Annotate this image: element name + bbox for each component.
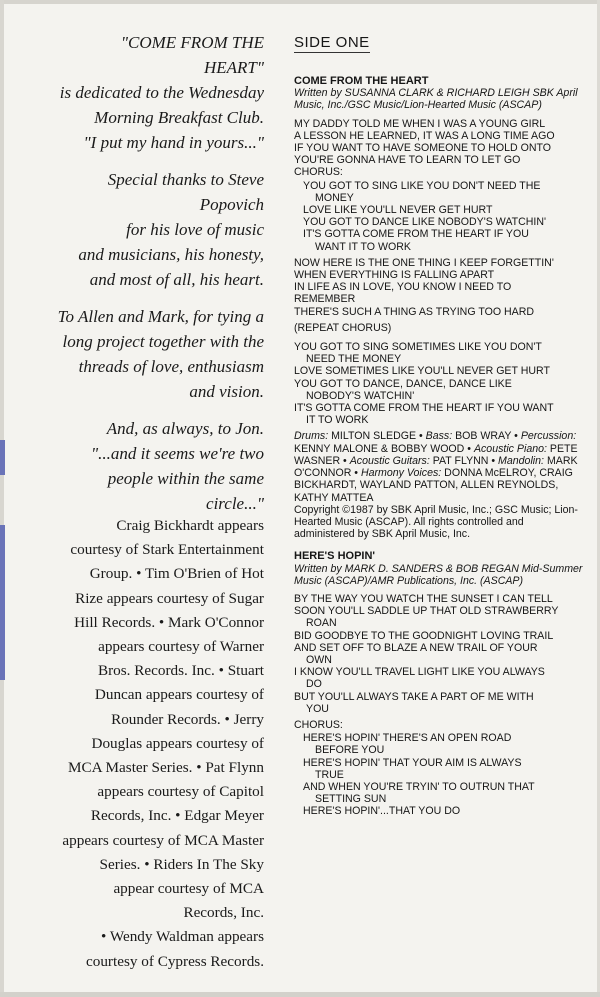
lyric-line: WHEN EVERYTHING IS FALLING APART (294, 269, 495, 282)
repeat-chorus: (REPEAT CHORUS) (294, 321, 392, 334)
credit-line: Records, Inc. • Edgar Meyer (90, 807, 264, 825)
thanks-line: Special thanks to Steve (107, 170, 264, 189)
personnel-role: Drums: (294, 430, 332, 443)
producers-line: long project together with the (62, 332, 264, 351)
personnel-role: Percussion: (520, 430, 577, 443)
credit-line: courtesy of Cypress Records. (86, 952, 264, 970)
copyright-notice: Copyright ©1987 by SBK April Music, Inc.; GSC Music; Lion-Hearted Music (ASCAP). All rights controlled and administered by SBK April Music, Inc. (294, 503, 578, 541)
song-title: COME FROM THE HEART (294, 75, 429, 87)
lyric-line: HERE'S HOPIN' THAT YOUR AIM IS ALWAYS TRUE (303, 756, 522, 781)
lyric-line: BUT YOU'LL ALWAYS TAKE A PART OF ME WITH YOU (294, 690, 534, 715)
dedication-line: Morning Breakfast Club. (94, 108, 264, 127)
credit-line: appears courtesy of Capitol (97, 783, 264, 801)
lyric-line: I KNOW YOU'LL TRAVEL LIGHT LIKE YOU ALWAYS DO (294, 666, 545, 691)
paper-edge-top (0, 0, 600, 4)
song-heres-hopin (294, 550, 584, 817)
personnel-role: Acoustic Guitars: (349, 454, 433, 467)
credit-line: MCA Master Series. • Pat Flynn (67, 759, 264, 777)
personnel-credits (294, 430, 584, 503)
thanks-line: and musicians, his honesty, (78, 245, 264, 264)
thanks-paragraph (30, 167, 264, 292)
lyric-line: YOU GOT TO DANCE, DANCE, DANCE LIKE NOBODY'S WATCHIN' (294, 377, 512, 402)
blue-edge-mark (0, 525, 5, 680)
thanks-line: Popovich (199, 195, 264, 214)
thanks-line: for his love of music (126, 220, 264, 239)
jon-line: people within the same (107, 469, 264, 488)
personnel-role: Harmony Voices: (360, 467, 445, 480)
lyric-line: IT'S GOTTA COME FROM THE HEART IF YOU WANT IT TO WORK (294, 402, 554, 427)
song-writing-credit: Written by MARK D. SANDERS & BOB REGAN Mid-Summer Music (ASCAP)/AMR Publications, Inc. (ASCAP) (294, 562, 583, 587)
chorus (294, 732, 584, 817)
dedication-block (30, 30, 264, 528)
paper-edge-bottom (0, 992, 600, 997)
side-title: SIDE ONE (294, 34, 370, 51)
lyric-line: SOON YOU'LL SADDLE UP THAT OLD STRAWBERRY ROAN (294, 605, 559, 630)
personnel-role: Acoustic Piano: (473, 442, 550, 455)
dedication-paragraph (30, 30, 264, 155)
personnel-names: PAT FLYNN • (432, 454, 499, 467)
credit-line: Duncan appears courtesy of (94, 686, 264, 704)
verse (294, 593, 584, 715)
lyric-line: THERE'S SUCH A THING AS TRYING TOO HARD (294, 305, 535, 318)
credit-line: Bros. Records. Inc. • Stuart (97, 662, 264, 680)
credit-line: Series. • Riders In The Sky (99, 855, 264, 873)
personnel-role: Mandolin: (498, 454, 547, 467)
lyrics-column (294, 34, 584, 818)
lyric-line: MY DADDY TOLD ME WHEN I WAS A YOUNG GIRL (294, 117, 546, 130)
song-writing-credit: Written by SUSANNA CLARK & RICHARD LEIGH SBK April Music, Inc./GSC Music/Lion-Hearted Music (ASCAP) (294, 87, 578, 112)
jon-line: "...and it seems we're two (90, 444, 264, 463)
producers-line: threads of love, enthusiasm (78, 357, 264, 376)
lyric-line: A LESSON HE LEARNED, IT WAS A LONG TIME AGO (294, 129, 555, 142)
thanks-line: and most of all, his heart. (89, 270, 264, 289)
credit-line: • Wendy Waldman appears (101, 928, 264, 946)
producers-line: To Allen and Mark, for tying a (57, 307, 264, 326)
lyric-line: AND SET OFF TO BLAZE A NEW TRAIL OF YOUR OWN (294, 641, 538, 666)
lyric-line: NOW HERE IS THE ONE THING I KEEP FORGETTIN' (294, 256, 554, 269)
credit-line: appears courtesy of MCA Master (62, 831, 264, 849)
lyric-line: IT'S GOTTA COME FROM THE HEART IF YOU WANT IT TO WORK (303, 228, 529, 253)
credit-line: Rounder Records. • Jerry (111, 710, 264, 728)
lyric-line: HERE'S HOPIN' THERE'S AN OPEN ROAD BEFORE YOU (303, 732, 512, 757)
outro (294, 341, 584, 426)
credit-line: Craig Bickhardt appears (116, 517, 264, 534)
credit-line: Rize appears courtesy of Sugar (75, 589, 264, 607)
credit-line: Group. • Tim O'Brien of Hot (89, 565, 264, 583)
blue-edge-mark (0, 440, 5, 475)
credit-line: appear courtesy of MCA (113, 880, 264, 898)
personnel-names: KENNY MALONE & BOBBY WOOD • (294, 442, 474, 455)
producers-paragraph (30, 304, 264, 404)
lyric-line: IN LIFE AS IN LOVE, YOU KNOW I NEED TO (294, 281, 512, 294)
jon-paragraph (30, 416, 264, 516)
dedication-line: is dedicated to the Wednesday (59, 83, 264, 102)
dedication-line: HEART" (203, 58, 264, 77)
verse (294, 118, 584, 167)
lyric-line: YOU GOT TO SING LIKE YOU DON'T NEED THE MONEY (303, 179, 541, 204)
chorus-label: CHORUS: (294, 166, 343, 179)
personnel-names: MILTON SLEDGE • (331, 430, 426, 443)
lyric-line: BID GOODBYE TO THE GOODNIGHT LOVING TRAIL (294, 629, 554, 642)
chorus (294, 180, 584, 253)
label-credits-block (30, 514, 264, 974)
paper-edge-left (0, 0, 4, 997)
jon-line: And, as always, to Jon. (106, 419, 264, 438)
personnel-role: Bass: (425, 430, 456, 443)
lyric-line: YOU'RE GONNA HAVE TO LEARN TO LET GO (294, 154, 521, 167)
lyric-line: IF YOU WANT TO HAVE SOMEONE TO HOLD ONTO (294, 142, 552, 155)
producers-line: and vision. (189, 382, 264, 401)
lyric-line: YOU GOT TO DANCE LIKE NOBODY'S WATCHIN' (303, 216, 547, 229)
chorus-label: CHORUS: (294, 718, 343, 731)
verse (294, 257, 584, 318)
personnel-names: BOB WRAY • (455, 430, 521, 443)
personnel-names: DONNA McELROY, CRAIG BICKHARDT, WAYLAND PATTON, ALLEN REYNOLDS, KATHY MATTEA (294, 467, 573, 504)
lyric-line: LOVE LIKE YOU'LL NEVER GET HURT (303, 204, 493, 217)
credit-line: Records, Inc. (183, 904, 264, 922)
song-come-from-the-heart (294, 75, 584, 540)
song-title: HERE'S HOPIN' (294, 550, 376, 563)
lyric-line: REMEMBER (294, 293, 356, 306)
credit-line: appears courtesy of Warner (98, 638, 264, 656)
credit-line: courtesy of Stark Entertainment (70, 541, 264, 559)
jon-line: circle..." (206, 494, 264, 513)
credit-line: Douglas appears courtesy of (91, 734, 264, 752)
dedication-line: "COME FROM THE (120, 33, 264, 52)
personnel-names: PETE WASNER • (294, 442, 578, 467)
dedication-line: "I put my hand in yours..." (83, 133, 264, 152)
personnel-names: MARK O'CONNOR • (294, 454, 578, 480)
lyric-line: HERE'S HOPIN'...THAT YOU DO (303, 805, 461, 818)
credit-line: Hill Records. • Mark O'Connor (74, 613, 264, 631)
lyric-line: LOVE SOMETIMES LIKE YOU'LL NEVER GET HURT (294, 365, 550, 378)
lyric-line: AND WHEN YOU'RE TRYIN' TO OUTRUN THAT SETTING SUN (303, 780, 535, 806)
lyric-line: YOU GOT TO SING SOMETIMES LIKE YOU DON'T NEED THE MONEY (294, 341, 542, 366)
lyric-line: BY THE WAY YOU WATCH THE SUNSET I CAN TELL (294, 592, 553, 605)
